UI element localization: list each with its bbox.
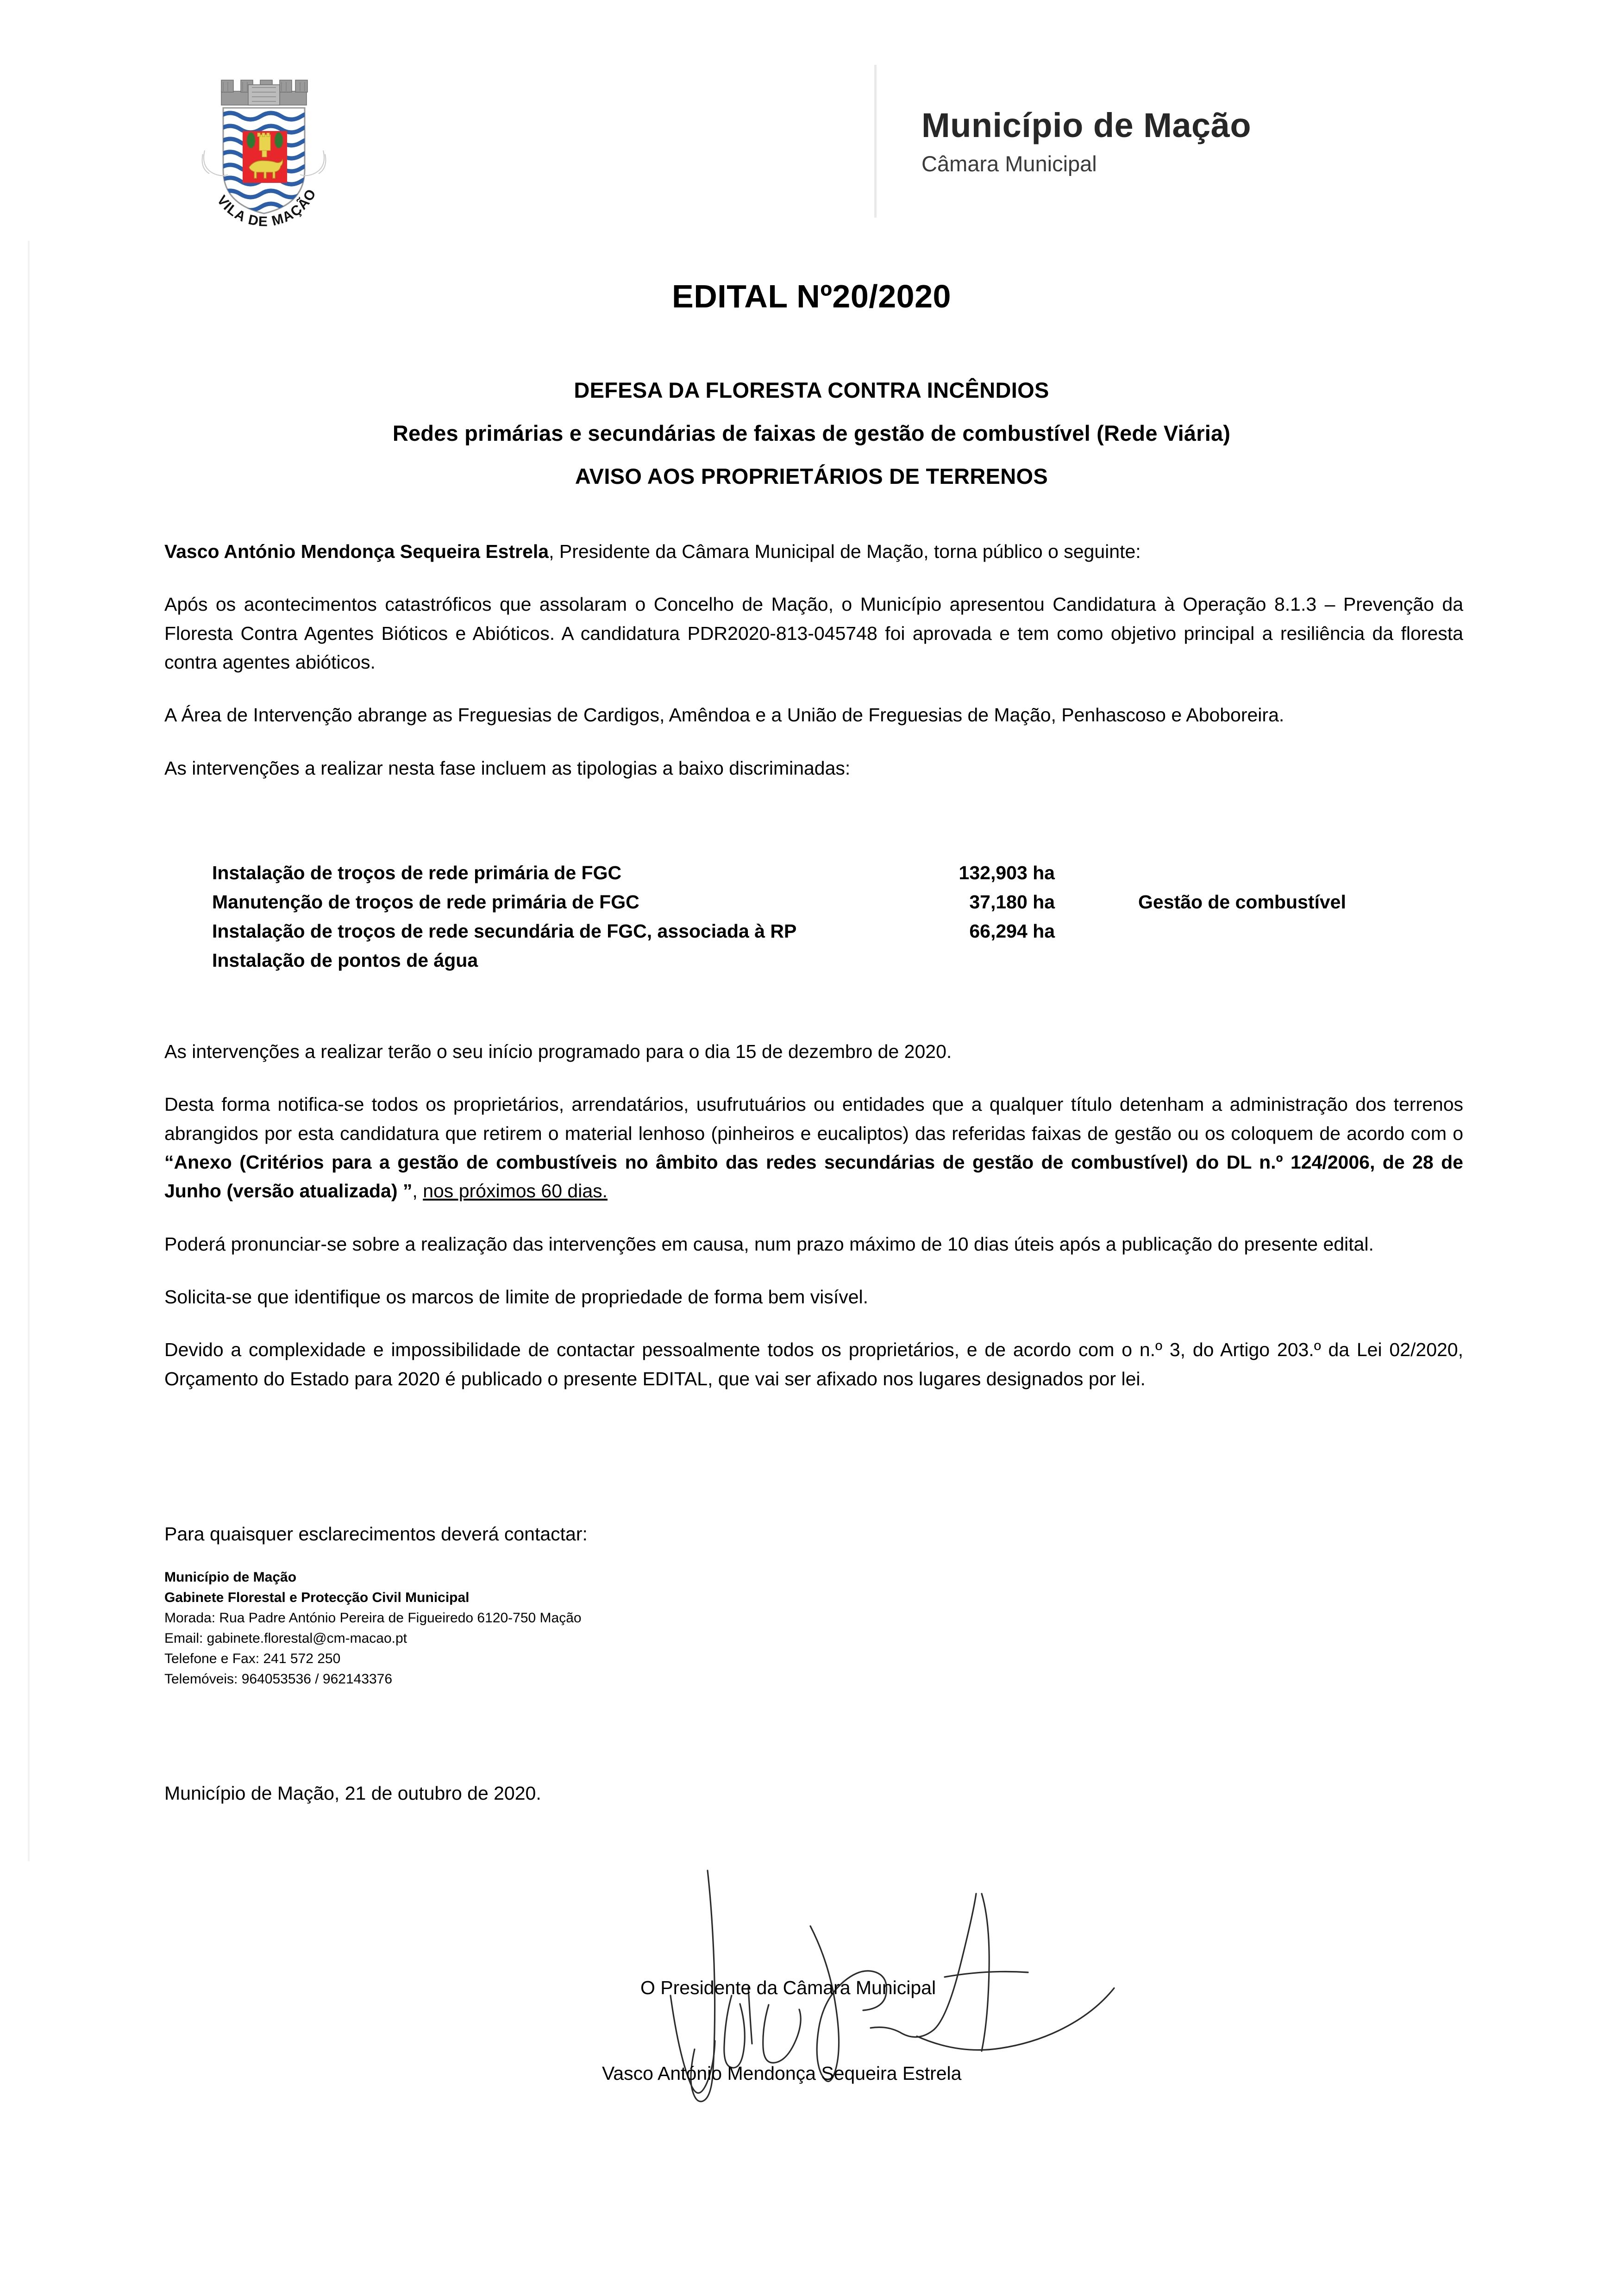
lead-rest-text: , Presidente da Câmara Municipal de Mação, torna público o seguinte: [549,541,1141,562]
signature-title: O Presidente da Câmara Municipal [640,1977,936,1998]
municipality-title: Município de Mação [921,106,1252,144]
municipal-coat-of-arms-icon [194,72,333,229]
notificacao-prazo-underline: nos próximos 60 dias. [423,1180,608,1202]
table-row [212,950,1462,979]
typology-note: Gestão de combustível [1138,891,1346,913]
paragraph-marcos-limite: Solicita-se que identifique os marcos de limite de propriedade de forma bem visível. [164,1286,869,1308]
notificacao-anexo-bold: “Anexo (Critérios para a gestão de combustíveis no âmbito das redes secundárias de gestão de combustível) do DL n.º 124/2006, de 28 de Junho (versão atualizada) ” [164,1151,1463,1202]
page-title: EDITAL Nº20/2020 [672,278,951,314]
body-content-upper [164,537,1463,807]
headline-redes-faixas: Redes primárias e secundárias de faixas de gestão de combustível (Rede Viária) [392,421,1231,445]
notificacao-text-mid: , [412,1180,423,1202]
contact-details-block [164,1567,582,1690]
municipality-subtitle: Câmara Municipal [921,151,1097,176]
typology-label: Instalação de troços de rede primária de FGC [212,862,622,883]
typology-value: 66,294 ha [969,920,1055,942]
headline-aviso-proprietarios: AVISO AOS PROPRIETÁRIOS DE TERRENOS [575,464,1048,488]
paragraph-candidatura: Após os acontecimentos catastróficos que assolaram o Concelho de Mação, o Município apresentou Candidatura à Operação 8.1.3 – Prevenção da Floresta Contra Agentes Bióticos e Abióticos. A candidatura PDR2020-813-045748 foi aprovada e tem como objetivo principal a resiliência da floresta contra agentes abióticos. [164,594,1463,673]
typology-label: Instalação de pontos de água [212,950,478,971]
body-content-lower [164,1037,1463,1417]
typology-table [212,862,1462,979]
headline-block [0,377,1623,489]
typology-label: Manutenção de troços de rede primária de FGC [212,891,639,913]
paragraph-pronunciar: Poderá pronunciar-se sobre a realização das intervenções em causa, num prazo máximo de 10 dias úteis após a publicação do presente edital. [164,1233,1374,1255]
table-row [212,891,1462,920]
paragraph-tipologias-intro: As intervenções a realizar nesta fase incluem as tipologias a baixo discriminadas: [164,757,851,779]
svg-text:VILA DE MAÇÃO: VILA DE MAÇÃO [213,186,320,229]
contact-municipality: Município de Mação [164,1570,297,1585]
typology-label: Instalação de troços de rede secundária de FGC, associada à RP [212,920,797,942]
paragraph-area-intervencao: A Área de Intervenção abrange as Freguesias de Cardigos, Amêndoa e a União de Freguesias de Mação, Penhascoso e Aboboreira. [164,704,1285,726]
paragraph-publicacao-edital: Devido a complexidade e impossibilidade de contactar pessoalmente todos os proprietários, e de acordo com o n.º 3, do Artigo 203.º da Lei 02/2020, Orçamento do Estado para 2020 é publicado o presente EDITAL, que vai ser afixado nos lugares designados por lei. [164,1339,1463,1389]
contact-mobile: Telemóveis: 964053536 / 962143376 [164,1671,393,1687]
contact-department: Gabinete Florestal e Protecção Civil Municipal [164,1590,470,1606]
contact-email: Email: gabinete.florestal@cm-macao.pt [164,1631,407,1646]
contact-address: Morada: Rua Padre António Pereira de Figueiredo 6120-750 Mação [164,1610,582,1626]
typology-value: 132,903 ha [959,862,1055,883]
notificacao-text-a: Desta forma notifica-se todos os proprietários, arrendatários, usufrutuários ou entidades que a qualquer título detenham a administração dos terrenos abrangidos por esta candidatura que retirem o material lenhoso (pinheiros e eucaliptos) das referidas faixas de gestão ou os coloquem de acordo com o [164,1094,1463,1144]
contact-intro-text: Para quaisquer esclarecimentos deverá contactar: [164,1523,588,1545]
paragraph-lead [164,537,1463,566]
paragraph-notificacao [164,1090,1463,1205]
headline-defesa-floresta: DEFESA DA FLORESTA CONTRA INCÊNDIOS [574,378,1049,402]
header-vertical-divider [874,65,877,218]
table-row [212,920,1462,950]
document-date-line: Município de Mação, 21 de outubro de 2020. [164,1783,541,1804]
paragraph-inicio-programado: As intervenções a realizar terão o seu início programado para o dia 15 de dezembro de 2020. [164,1041,952,1062]
contact-phone-fax: Telefone e Fax: 241 572 250 [164,1651,341,1667]
president-name-inline: Vasco António Mendonça Sequeira Estrela [164,541,549,562]
document-header [0,60,1623,231]
typology-value: 37,180 ha [969,891,1055,913]
header-text-block [921,106,1570,176]
table-row [212,862,1462,891]
signature-name: Vasco António Mendonça Sequeira Estrela [602,2063,962,2084]
